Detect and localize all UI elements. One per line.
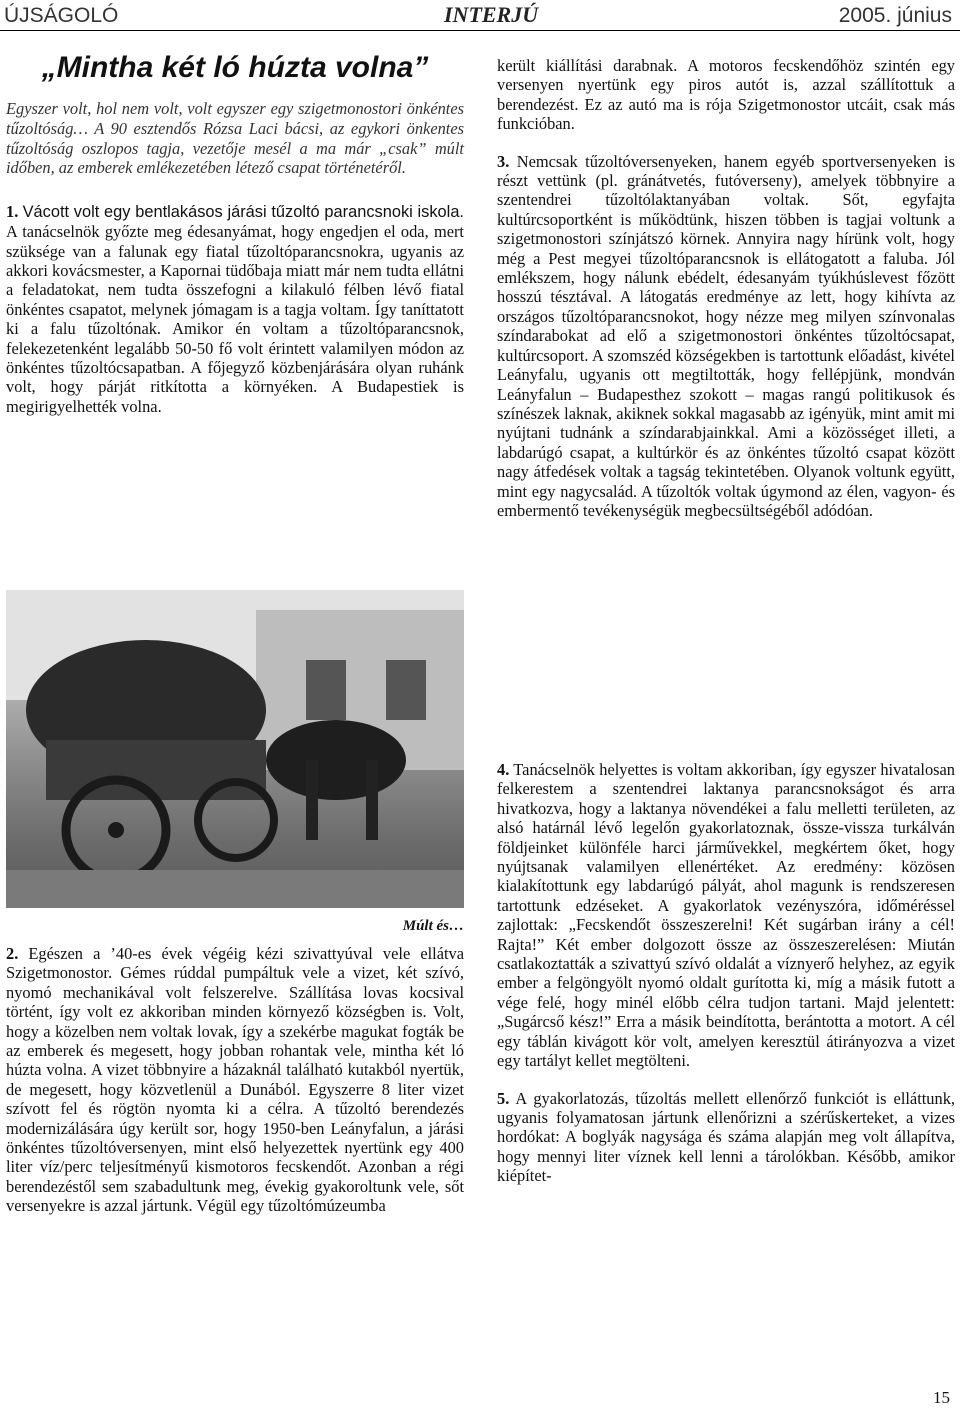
photo-illustration [6,590,464,908]
paragraph-5 [497,1089,955,1186]
column-left-bottom [6,944,464,1234]
answer-text: A tanácselnök győzte meg édesanyámat, hogy engedjen el oda, mert szüksége van a falunak egy fiatal tűzoltóparancsnokra, ugyanis az akkori kovácsmester, a Kapornai tüdőbaja miatt már nem tudta ellátni a feladatokat, nem tudta összefogni a kilakuló félben lévő fiatal önkéntes csapatot, melynek jómagam is a tagja voltam. Így taníttatott ki a falu tűzoltónak. Amikor én voltam a tűzoltóparancsnok, felekezetenként legalább 50-50 fő volt érintett valamilyen módon az önkéntes tűzoltócsapatban. A főjegyző közbenjárására olyan ruhánk volt, hogy párját ritkította a környéken. A Budapestiek is megirigyelhették volna. [6,222,464,416]
question-number: 1. [6,201,19,221]
photo-caption: Múlt és… [402,918,464,934]
column-right-top [497,56,955,538]
paragraph-2 [6,944,464,1216]
paragraph-3 [497,152,955,521]
question-text: Vácott volt egy bentlakásos járási tűzoltó parancsnoki iskola. [22,202,464,221]
section-name: INTERJÚ [444,2,539,27]
column-left-top [6,30,464,416]
question-number: 4. [497,760,510,779]
article-title: „Mintha két ló húzta volna” [41,51,429,84]
answer-text: Egészen a ’40-es évek végéig kézi szivattyúval vele ellátva Szigetmonostor. Gémes rúddal pumpáltuk vele a vizet, két szívó, nyomó mechanikával volt felszerelve. Szállítása lovas kocsival történt, így volt ez akkoriban minden környező községben is. Volt, hogy a közelben nem voltak lovak, így a szekérbe magukat fogták be az emberek és megesett, hogy jobban rohantak vele, mintha két ló húzta volna. A vizet többnyire a házaknál található kutakból nyertük, de megesett, hogy közvetlenül a Dunából. Egyszerre 8 liter vizet szívott fel és rögtön nyomta ki a célra. A tűzoltó berendezés modernizálására úgy került sor, hogy 1950-ben Leányfalun, a járási önkéntes tűzoltóversenyen, mint első helyezettek nyertünk egy 400 liter víz/perc teljesítményű kismotoros fecskendőt. Azonban a régi berendezéstől sem szabadultunk meg, évekig gyakoroltunk vele, sőt versenyekre is azzal jártunk. Végül egy tűzoltómúzeumba [6,944,464,1216]
paragraph-1 [6,202,464,416]
historic-photo-fire-brigade-cart [6,590,464,908]
answer-text: Nemcsak tűzoltóversenyeken, hanem egyéb sportversenyeken is részt vettünk (pl. gránátvetés, futóverseny), amelyek többnyire a szentendrei tűzoltólaktanyában voltak. Sőt, egyfajta kultúrcsoportként is működtünk, hiszen többen is tagjai voltunk a szigetmonostori színjátszó körnek. Annyira nagy hírünk volt, hogy még a Pest megyei tűzoltóparancsnok is ellátogatott a faluba. Jól emlékszem, hogy nálunk ebédelt, édesanyám tyúkhúslevest főzött hosszú tésztával. A látogatás eredménye az lett, hogy kihívta az országos tűzoltóparancsnokot, hogy nézze meg milyen színvonalas színdarabokat ad elő a szigetmonostori önkéntes tűzoltócsapat, kultúrcsoport. A szomszéd községekben is tartottunk előadást, kivétel Leányfalu, ugyanis ott megtiltották, hogy fellépjünk, mondván Leányfalun – Budapesthez szokott – magas rangú politikusok és színészek laknak, akiknek sokkal magasabb az igényük, mint amit mi nyújtani tudnánk a színdarabjainkkal. Ami a közösséget illeti, a labdarúgó csapat, a kultúrkör és az önkéntes tűzoltó csapat között nagy átfedések voltak a tagság tekintetében. Olyanok voltunk együtt, mint egy nagycsalád. A tűzoltók voltak úgymond az élen, vagyon- és embermentő tevékenységük megbecsültségéből adódóan. [497,151,955,520]
paragraph-2-continued: került kiállítási darabnak. A motoros fecskendőhöz szintén egy versenyen nyertünk egy piros autót is, azzal szállítottuk a berendezést. Ez az autó ma is rója Szigetmonostor utcáit, csak más funkcióban. [497,56,955,134]
question-number: 2. [6,944,19,963]
column-right-bottom [497,760,955,1204]
question-number: 3. [497,151,510,171]
page-header [0,2,960,31]
question-number: 5. [497,1088,510,1108]
publication-name: ÚJSÁGOLÓ [4,4,119,27]
answer-text: Tanácselnök helyettes is voltam akkoriban, így egyszer hivatalosan felkerestem a szentendrei laktanya parancsnokságot és arra hivatkozva, hogy a laktanya növendékei a falu melletti területen, az alsó határnál lévő legelőn gyakorlatoznak, össze-vissza turkálván földjeinket különféle harci járművekkel, megkértem őket, hogy nyújtsanak valamilyen ellenértéket. Az eredmény: közösen kialakítottunk egy labdarúgó pályát, ahol magunk is rendszeresen tartottunk edzéseket. A gyakorlatok vezényszóra, időméréssel zajlottak: „Fecskendőt összeszerelni! Két sugárban irány a cél! Rajta!” Két ember dolgozott össze az összeszerelésen: Miután csatlakoztatták a szivattyú szívó oldalát a víznyerő helyhez, az egyik ember a felgöngyölt nyomó oldalt gurította ki, míg a másik futott a vége felé, hogy minél előbb célra tudjon tartani. Majd jelentett: „Sugárcső kész!” Erra a másik beindította, berántotta a motort. A cél egy táblán kivágott kör volt, amelyen keresztül átirányozva a vizet egy tartályt kellet megtölteni. [497,760,955,1071]
article-lead: Egyszer volt, hol nem volt, volt egyszer egy szigetmonostori önkéntes tűzoltóság… A 90 esztendős Rózsa Laci bácsi, az egykori önkentes tűzoltóság oszlopos tagja, vezetője mesél a ma már „csak” múlt időben, az emberek emlékezetében létező csapat történetéről. [6,99,464,178]
issue-date: 2005. június [838,4,952,27]
page-number: 15 [933,1388,950,1407]
answer-text: A gyakorlatozás, tűzoltás mellett ellenőrző funkciót is elláttunk, ugyanis folyamatosan jártunk ellenőrizni a szérűskerteket, a vizes hordókat: A boglyák nagysága és száma alapján meg volt állapítva, hogy mennyi liter víznek kell lenni a tárolókban. Később, amikor kiépítet- [497,1088,955,1186]
paragraph-4 [497,760,955,1071]
